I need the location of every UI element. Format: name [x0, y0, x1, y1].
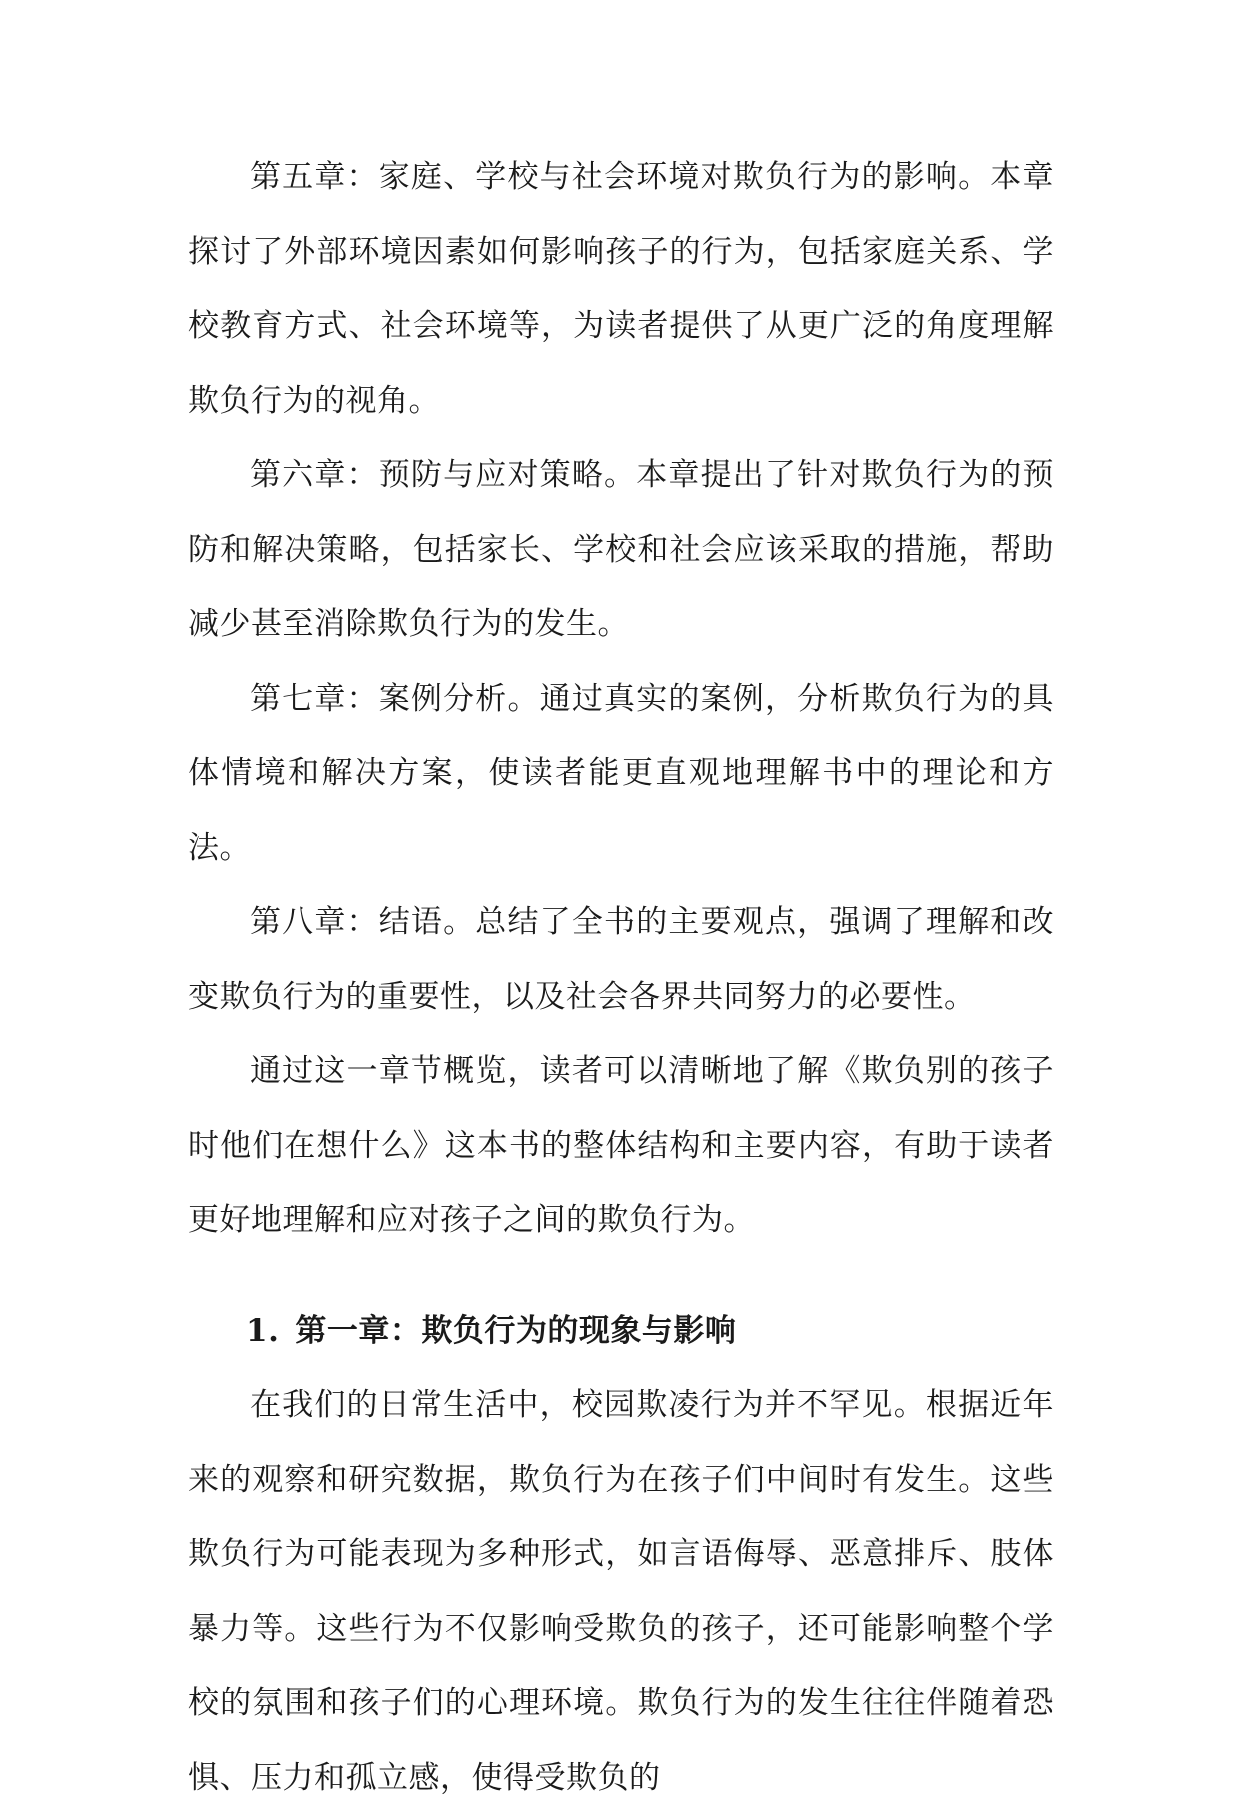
- paragraph-chapter-7: 第七章：案例分析。通过真实的案例，分析欺负行为的具体情境和解决方案，使读者能更直观地理解书中的理论和方法。: [188, 680, 1054, 866]
- section-number: 1.: [246, 1312, 280, 1349]
- paragraph-overview-summary: 通过这一章节概览，读者可以清晰地了解《欺负别的孩子时他们在想什么》这本书的整体结构和主要内容，有助于读者更好地理解和应对孩子之间的欺负行为。: [188, 1053, 1054, 1238]
- section-heading: [188, 1294, 1054, 1369]
- paragraph-chapter-1-intro: 在我们的日常生活中，校园欺凌行为并不罕见。根据近年来的观察和研究数据，欺负行为在孩子们中间时有发生。这些欺负行为可能表现为多种形式，如言语侮辱、恶意排斥、肢体暴力等。这些行为不仅影响受欺负的孩子，还可能影响整个学校的氛围和孩子们的心理环境。欺负行为的发生往往伴随着恐惧、压力和孤立感，使得受欺负的: [188, 1387, 1054, 1796]
- document-body: [188, 140, 1054, 1815]
- paragraph-chapter-8: 第八章：结语。总结了全书的主要观点，强调了理解和改变欺负行为的重要性，以及社会各界共同努力的必要性。: [188, 904, 1054, 1015]
- section-title: 第一章：欺负行为的现象与影响: [295, 1312, 737, 1349]
- paragraph-chapter-6: 第六章：预防与应对策略。本章提出了针对欺负行为的预防和解决策略，包括家长、学校和社会应该采取的措施，帮助减少甚至消除欺负行为的发生。: [188, 457, 1054, 642]
- paragraph-chapter-5: 第五章：家庭、学校与社会环境对欺负行为的影响。本章探讨了外部环境因素如何影响孩子的行为，包括家庭关系、学校教育方式、社会环境等，为读者提供了从更广泛的角度理解欺负行为的视角。: [188, 159, 1054, 419]
